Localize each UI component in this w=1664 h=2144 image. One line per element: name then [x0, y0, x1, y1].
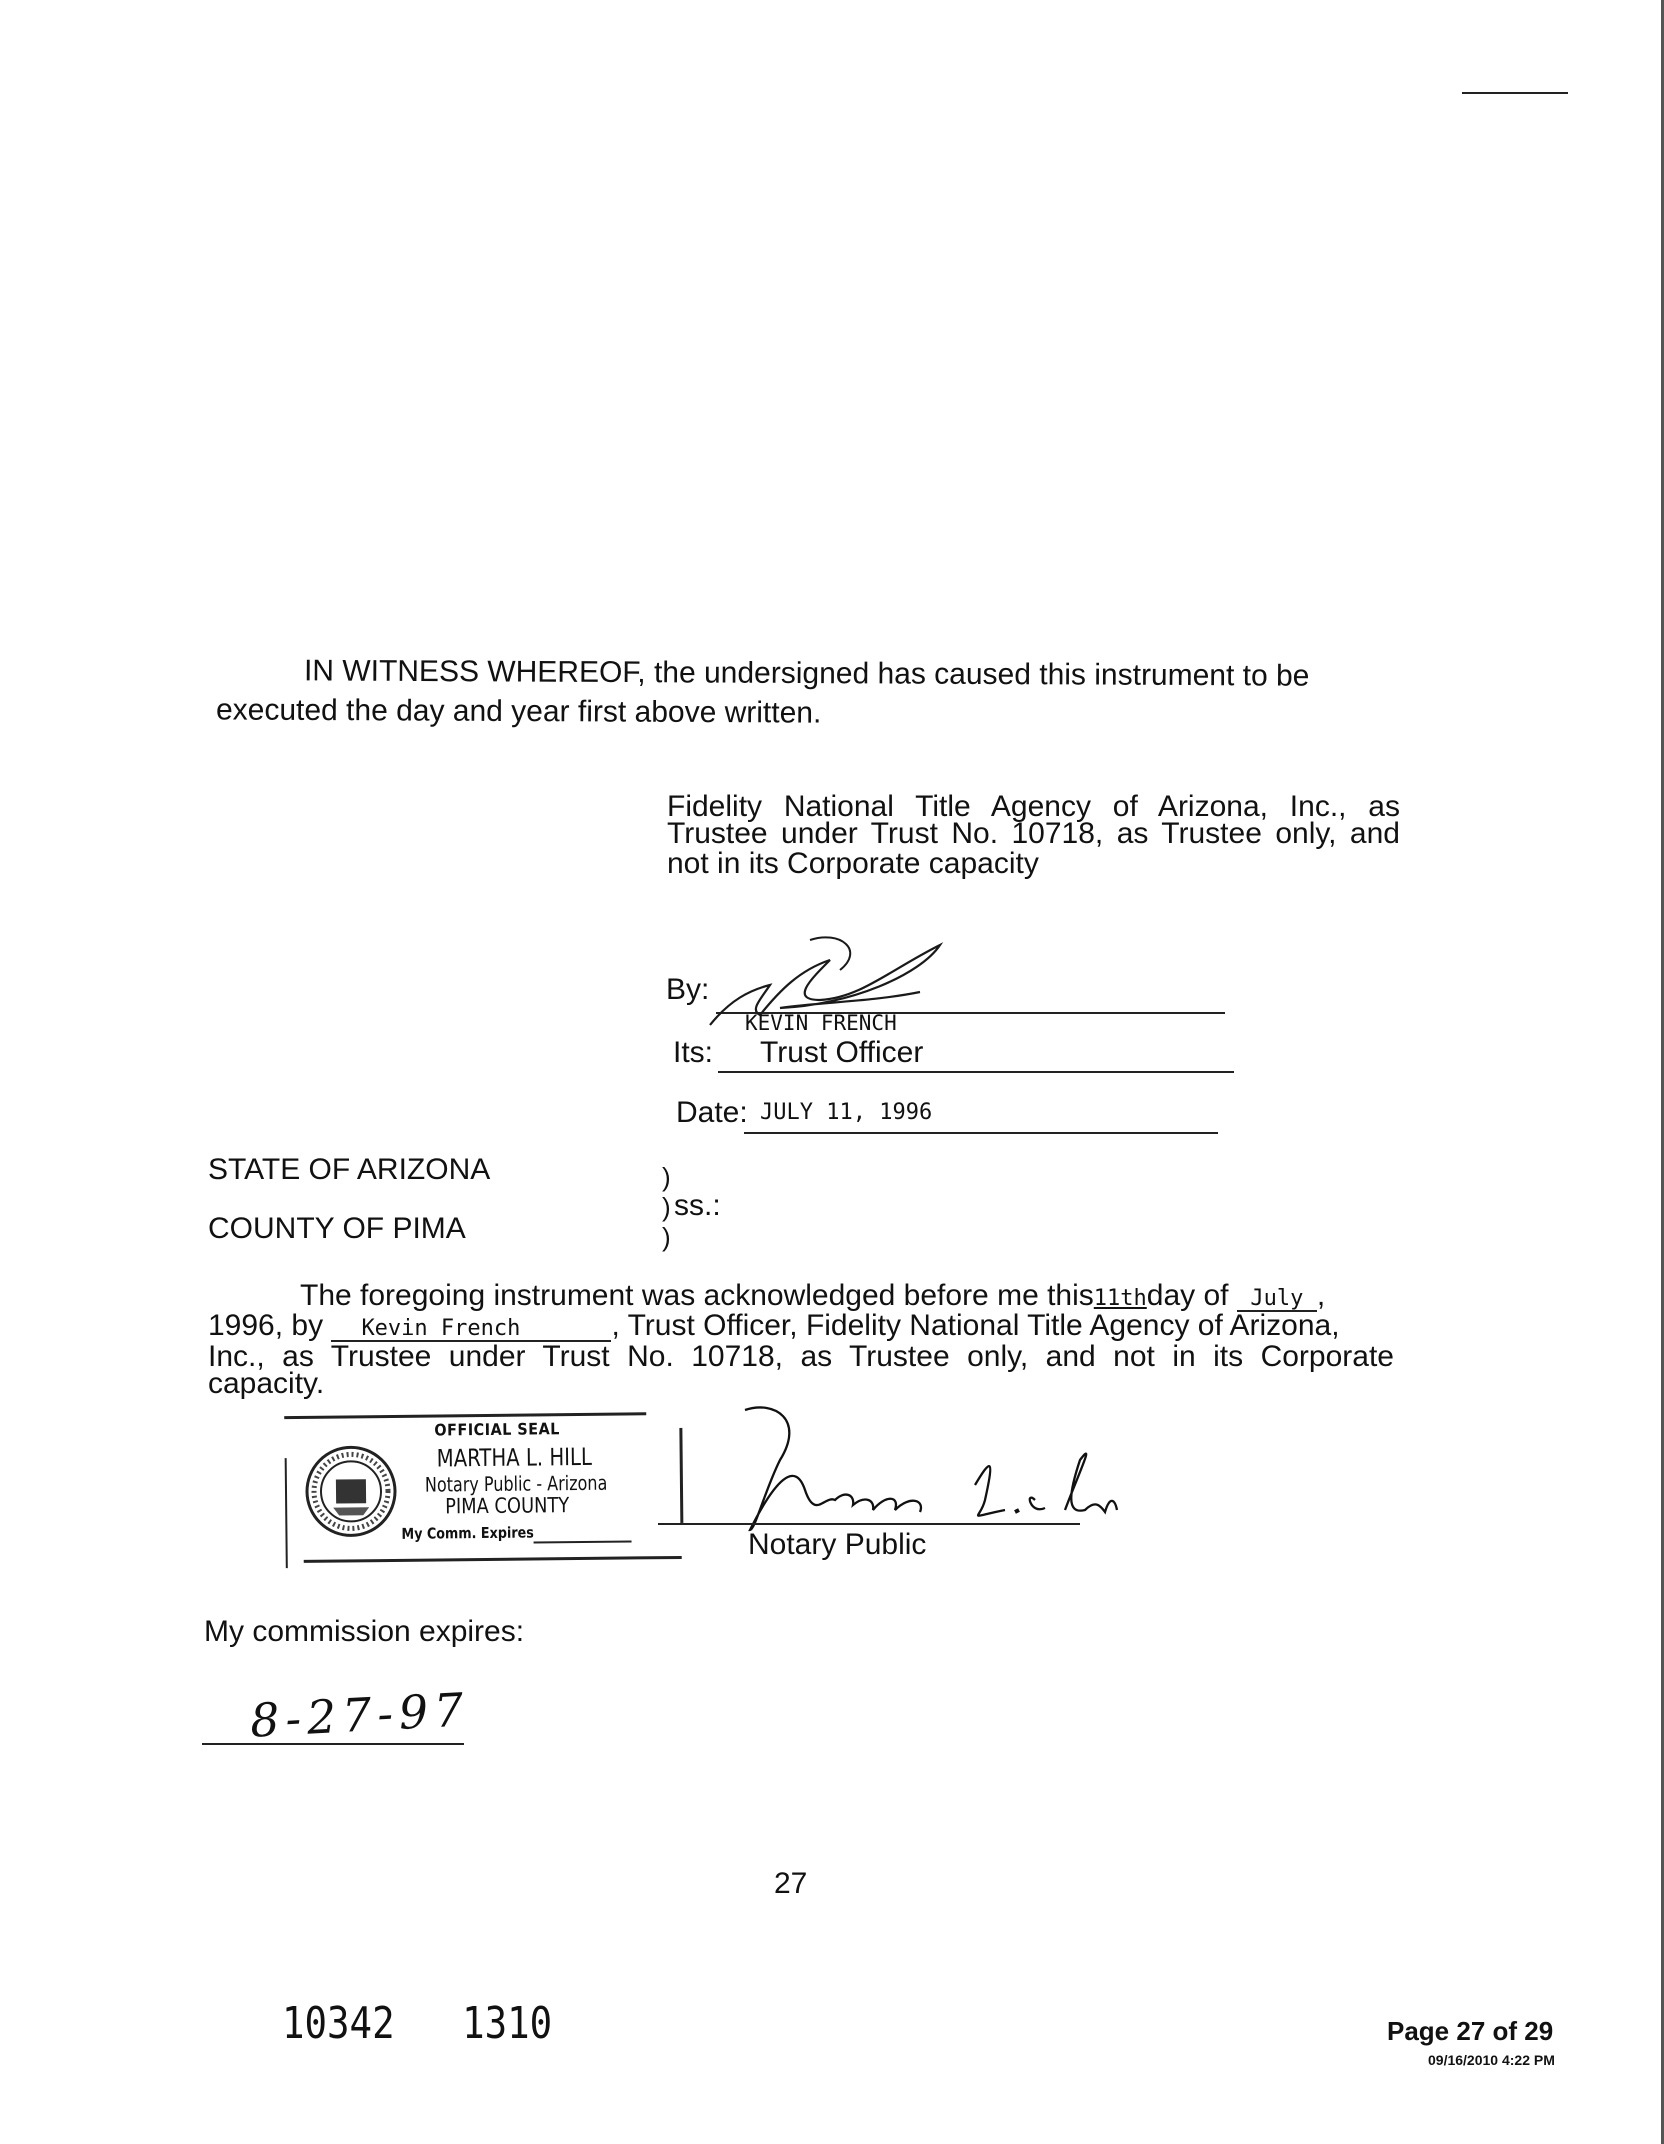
witness-line-1: IN WITNESS WHEREOF, the undersigned has caused this instrument to be	[303, 654, 1310, 693]
notary-signature-text	[795, 1460, 1169, 1520]
commission-label: My commission expires:	[204, 1615, 525, 1648]
its-value: Trust Officer	[760, 1036, 924, 1069]
witness-line-2: executed the day and year first above written.	[215, 693, 822, 730]
its-label: Its:	[673, 1036, 714, 1069]
top-right-rule	[1462, 92, 1568, 94]
seal-role: Notary Public - Arizona	[424, 1470, 608, 1497]
trustee-line-3: not in its Corporate capacity	[667, 847, 1039, 880]
page-number: 27	[774, 1867, 808, 1900]
ack-line-2-rest: , Trust Officer, Fidelity National Title Agency of Arizona,	[611, 1309, 1340, 1342]
state-label: STATE OF ARIZONA	[208, 1153, 491, 1186]
ack-line-1: The foregoing instrument was acknowledged before me this11thday of July ,	[300, 1279, 1326, 1312]
seal-emblem	[303, 1443, 400, 1540]
trustee-line-2: Trustee under Trust No. 10718, as Trustee only, and	[667, 817, 1400, 850]
ack-line-2	[208, 1309, 1340, 1342]
trustee-line-1: Fidelity National Title Agency of Arizona, Inc., as	[667, 790, 1400, 823]
ack-day: 11th	[1093, 1286, 1147, 1311]
seal-expires: My Comm. Expires	[401, 1523, 534, 1543]
date-value: JULY 11, 1996	[760, 1100, 933, 1125]
ack-line-3: Inc., as Trustee under Trust No. 10718, as Trustee only, and not in its Corporate	[208, 1340, 1394, 1373]
ack-line-1-dayof: day of	[1146, 1279, 1229, 1312]
venue-bracket: ) ) )	[662, 1162, 671, 1252]
date-label: Date:	[676, 1096, 748, 1129]
seal-title: OFFICIAL SEAL	[434, 1419, 560, 1440]
ack-line-2-by: 1996, by	[208, 1309, 324, 1342]
date-line	[744, 1132, 1218, 1134]
official-seal-stamp	[284, 1408, 686, 1572]
footer-timestamp: 09/16/2010 4:22 PM	[1428, 2052, 1555, 2068]
its-line	[718, 1071, 1234, 1073]
recording-number: 10342 1310	[282, 1998, 553, 2049]
by-label: By:	[666, 973, 710, 1006]
footer-page: Page 27 of 29	[1387, 2016, 1554, 2046]
ack-name: Kevin French	[331, 1318, 611, 1342]
notary-signature-line	[658, 1523, 1080, 1525]
ack-month: July	[1237, 1288, 1317, 1312]
county-label: COUNTY OF PIMA	[208, 1212, 466, 1245]
ack-line-1-text: The foregoing instrument was acknowledged before me this	[300, 1279, 1094, 1312]
seal-name: MARTHA L. HILL	[436, 1442, 593, 1473]
ss-label: ss.:	[674, 1189, 721, 1222]
signer-name: KEVIN FRENCH	[745, 1011, 897, 1035]
commission-date: 8-27-97	[248, 1682, 471, 1748]
ack-line-4: capacity.	[208, 1367, 325, 1400]
seal-county: PIMA COUNTY	[445, 1493, 570, 1519]
commission-line	[202, 1743, 464, 1745]
notary-public-label: Notary Public	[748, 1528, 927, 1561]
